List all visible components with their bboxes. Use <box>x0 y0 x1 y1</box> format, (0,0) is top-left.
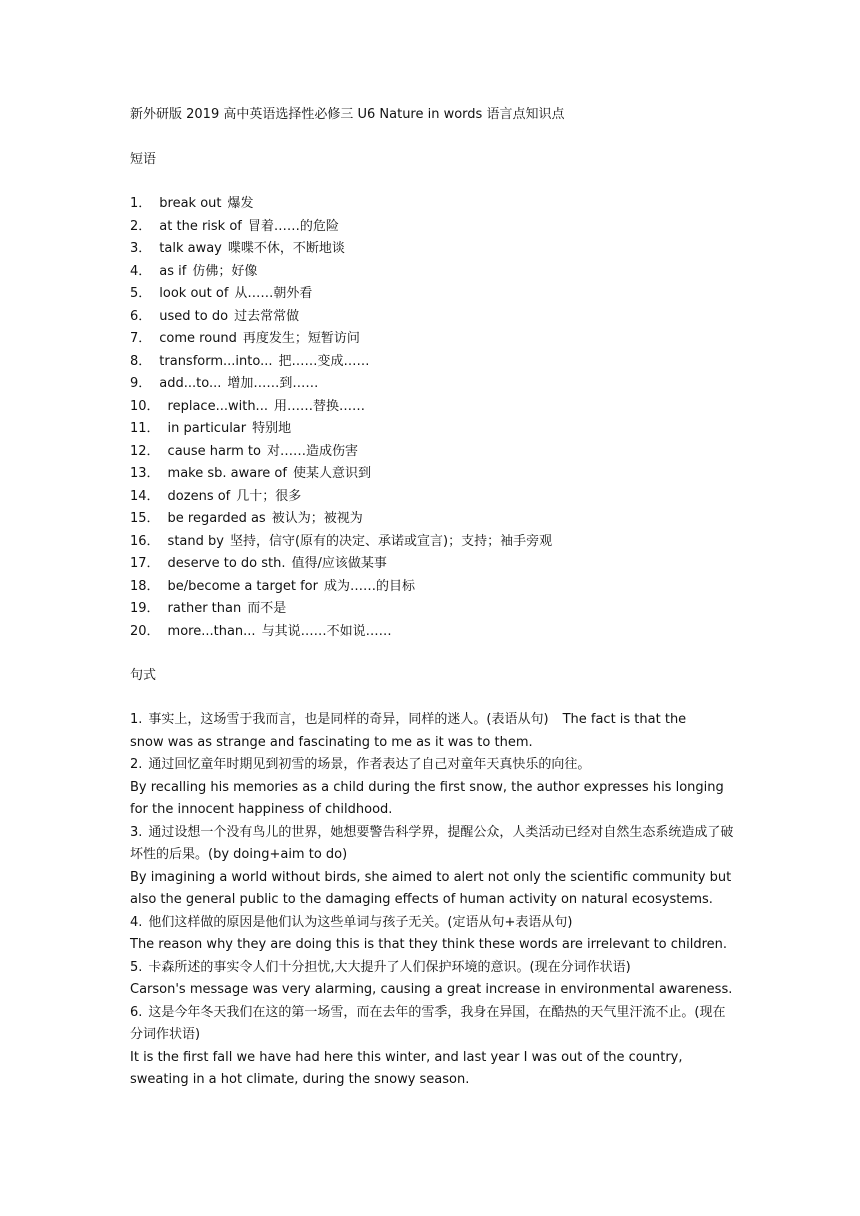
sentence-english: By imagining a world without birds, she aimed to alert not only the scientific community but also the general public to the damaging effects of human activity on natural ecosystems. <box>130 869 732 907</box>
phrase-number: 12． <box>130 443 160 459</box>
sentence-chinese: 他们这样做的原因是他们认为这些单词与孩子无关。(定语从句+表语从句) <box>148 914 573 930</box>
phrase-number: 20． <box>130 623 160 639</box>
phrase-number: 18． <box>130 578 160 594</box>
sentence-english: Carson's message was very alarming, causing a great increase in environmental awareness. <box>130 982 733 997</box>
phrase-item <box>130 508 735 531</box>
phrase-item <box>130 193 735 216</box>
sentence-chinese: 卡森所述的事实令人们十分担忧,大大提升了人们保护环境的意识。(现在分词作状语) <box>148 959 631 975</box>
phrase-item <box>130 261 735 284</box>
sentence-chinese-line <box>130 912 735 935</box>
phrase-item <box>130 351 735 374</box>
sentence-item <box>130 1002 735 1092</box>
phrase-number: 15． <box>130 511 160 526</box>
phrase-item <box>130 531 735 554</box>
phrase-chinese: 与其说……不如说…… <box>261 623 392 639</box>
sentence-item <box>130 754 735 822</box>
phrase-number: 16． <box>130 533 160 549</box>
phrase-item <box>130 463 735 486</box>
phrase-chinese: 把……变成…… <box>278 353 370 369</box>
phrase-chinese: 增加……到…… <box>227 376 319 391</box>
phrase-english: replace...with... <box>167 398 268 414</box>
sentence-english: By recalling his memories as a child during the first snow, the author expresses his longing for the innocent happiness of childhood. <box>130 779 724 817</box>
sentence-number: 3. <box>130 824 143 840</box>
phrase-chinese: 使某人意识到 <box>292 466 371 481</box>
phrase-list <box>130 193 735 643</box>
phrase-number: 7． <box>130 331 152 346</box>
phrase-english: deserve to do sth. <box>167 556 286 571</box>
phrases-heading: 短语 <box>130 152 157 167</box>
sentence-chinese: 这是今年冬天我们在这的第一场雪，而在去年的雪季，我身在异国，在酷热的天气里汗流不止。(现在分词作状语) <box>130 1004 726 1042</box>
phrase-item <box>130 283 735 306</box>
phrase-number: 14． <box>130 488 160 504</box>
phrase-chinese: 被认为；被视为 <box>271 511 363 526</box>
sentence-chinese: 事实上，这场雪于我而言，也是同样的奇异，同样的迷人。(表语从句) <box>148 712 549 727</box>
phrase-english: cause harm to <box>167 443 261 459</box>
phrase-english: come round <box>159 331 237 346</box>
phrase-item <box>130 486 735 509</box>
phrase-english: in particular <box>167 421 247 436</box>
phrase-item <box>130 216 735 239</box>
phrase-chinese: 过去常常做 <box>234 308 300 324</box>
phrase-english: look out of <box>159 286 229 301</box>
sentence-number: 2. <box>130 757 143 772</box>
phrase-number: 13． <box>130 466 160 481</box>
phrase-english: used to do <box>159 308 229 324</box>
phrase-english: be regarded as <box>167 511 266 526</box>
sentence-item <box>130 912 735 957</box>
sentence-item <box>130 957 735 1002</box>
phrase-chinese: 再度发生；短暂访问 <box>242 331 360 346</box>
phrase-chinese: 几十；很多 <box>236 488 302 504</box>
sentence-chinese-line <box>130 709 735 732</box>
phrase-number: 10． <box>130 398 160 414</box>
phrase-english: break out <box>159 196 222 211</box>
phrase-number: 19． <box>130 601 160 616</box>
sentence-item <box>130 709 735 754</box>
sentence-chinese-line <box>130 822 735 867</box>
sentence-english: The reason why they are doing this is that they think these words are irrelevant to children. <box>130 937 728 952</box>
sentence-number: 6. <box>130 1004 143 1020</box>
phrase-chinese: 爆发 <box>227 196 254 211</box>
phrase-english: make sb. aware of <box>167 466 287 481</box>
phrase-chinese: 而不是 <box>247 601 287 616</box>
phrase-english: as if <box>159 263 187 279</box>
phrase-number: 17． <box>130 556 160 571</box>
phrase-number: 2． <box>130 218 152 234</box>
phrase-chinese: 成为……的目标 <box>323 578 415 594</box>
phrase-item <box>130 441 735 464</box>
phrase-item <box>130 328 735 351</box>
sentence-chinese-line <box>130 1002 735 1047</box>
sentence-english: It is the first fall we have had here this winter, and last year I was out of the country, sweating in a hot climate, during the snowy season. <box>130 1049 683 1087</box>
phrase-number: 1． <box>130 196 152 211</box>
sentence-english: snow was as strange and fascinating to me as it was to them. <box>130 734 533 750</box>
phrase-number: 8． <box>130 353 152 369</box>
document-content <box>130 104 735 1092</box>
phrase-number: 5． <box>130 286 152 301</box>
phrase-english: rather than <box>167 601 242 616</box>
phrase-english: dozens of <box>167 488 231 504</box>
phrase-english: stand by <box>167 533 224 549</box>
sentence-chinese-line <box>130 957 735 980</box>
sentence-chinese: 通过设想一个没有鸟儿的世界，她想要警告科学界，提醒公众，人类活动已经对自然生态系统造成了破坏性的后果。(by doing+aim to do) <box>130 824 734 862</box>
phrase-english: more...than... <box>167 623 256 639</box>
phrase-item <box>130 576 735 599</box>
sentence-number: 4. <box>130 914 143 930</box>
phrase-english: be/become a target for <box>167 578 318 594</box>
phrase-chinese: 对……造成伤害 <box>266 443 358 459</box>
phrase-chinese: 特别地 <box>252 421 292 436</box>
phrase-item <box>130 396 735 419</box>
sentence-chinese-line <box>130 754 735 777</box>
sentence-item <box>130 822 735 912</box>
phrase-item <box>130 306 735 329</box>
sentence-number: 5. <box>130 959 143 975</box>
phrase-chinese: 仿佛；好像 <box>192 263 258 279</box>
phrase-chinese: 用……替换…… <box>273 398 365 414</box>
phrase-item <box>130 621 735 644</box>
phrase-chinese: 坚持，信守(原有的决定、承诺或宣言)；支持；袖手旁观 <box>229 533 553 549</box>
phrase-number: 3． <box>130 241 152 256</box>
sentences-heading: 句式 <box>130 668 157 683</box>
sentence-chinese: 通过回忆童年时期见到初雪的场景，作者表达了自己对童年天真快乐的向往。 <box>148 757 591 772</box>
phrase-number: 4． <box>130 263 152 279</box>
phrase-number: 9． <box>130 376 152 391</box>
phrase-english: add...to... <box>159 376 222 391</box>
sentence-number: 1. <box>130 712 143 727</box>
phrase-chinese: 从……朝外看 <box>234 286 313 301</box>
phrase-english: talk away <box>159 241 222 256</box>
document-title: 新外研版 2019 高中英语选择性必修三 U6 Nature in words 语言点知识点 <box>130 107 565 122</box>
phrase-item <box>130 373 735 396</box>
phrase-number: 6． <box>130 308 152 324</box>
phrase-chinese: 喋喋不休，不断地谈 <box>227 241 345 256</box>
phrase-item <box>130 598 735 621</box>
sentence-english-inline: The fact is that the <box>562 712 687 727</box>
phrase-english: transform...into... <box>159 353 273 369</box>
phrase-item <box>130 553 735 576</box>
phrase-item <box>130 418 735 441</box>
phrase-english: at the risk of <box>159 218 242 234</box>
phrase-number: 11． <box>130 421 160 436</box>
phrase-item <box>130 238 735 261</box>
phrase-chinese: 值得/应该做某事 <box>291 556 387 571</box>
phrase-chinese: 冒着……的危险 <box>247 218 339 234</box>
